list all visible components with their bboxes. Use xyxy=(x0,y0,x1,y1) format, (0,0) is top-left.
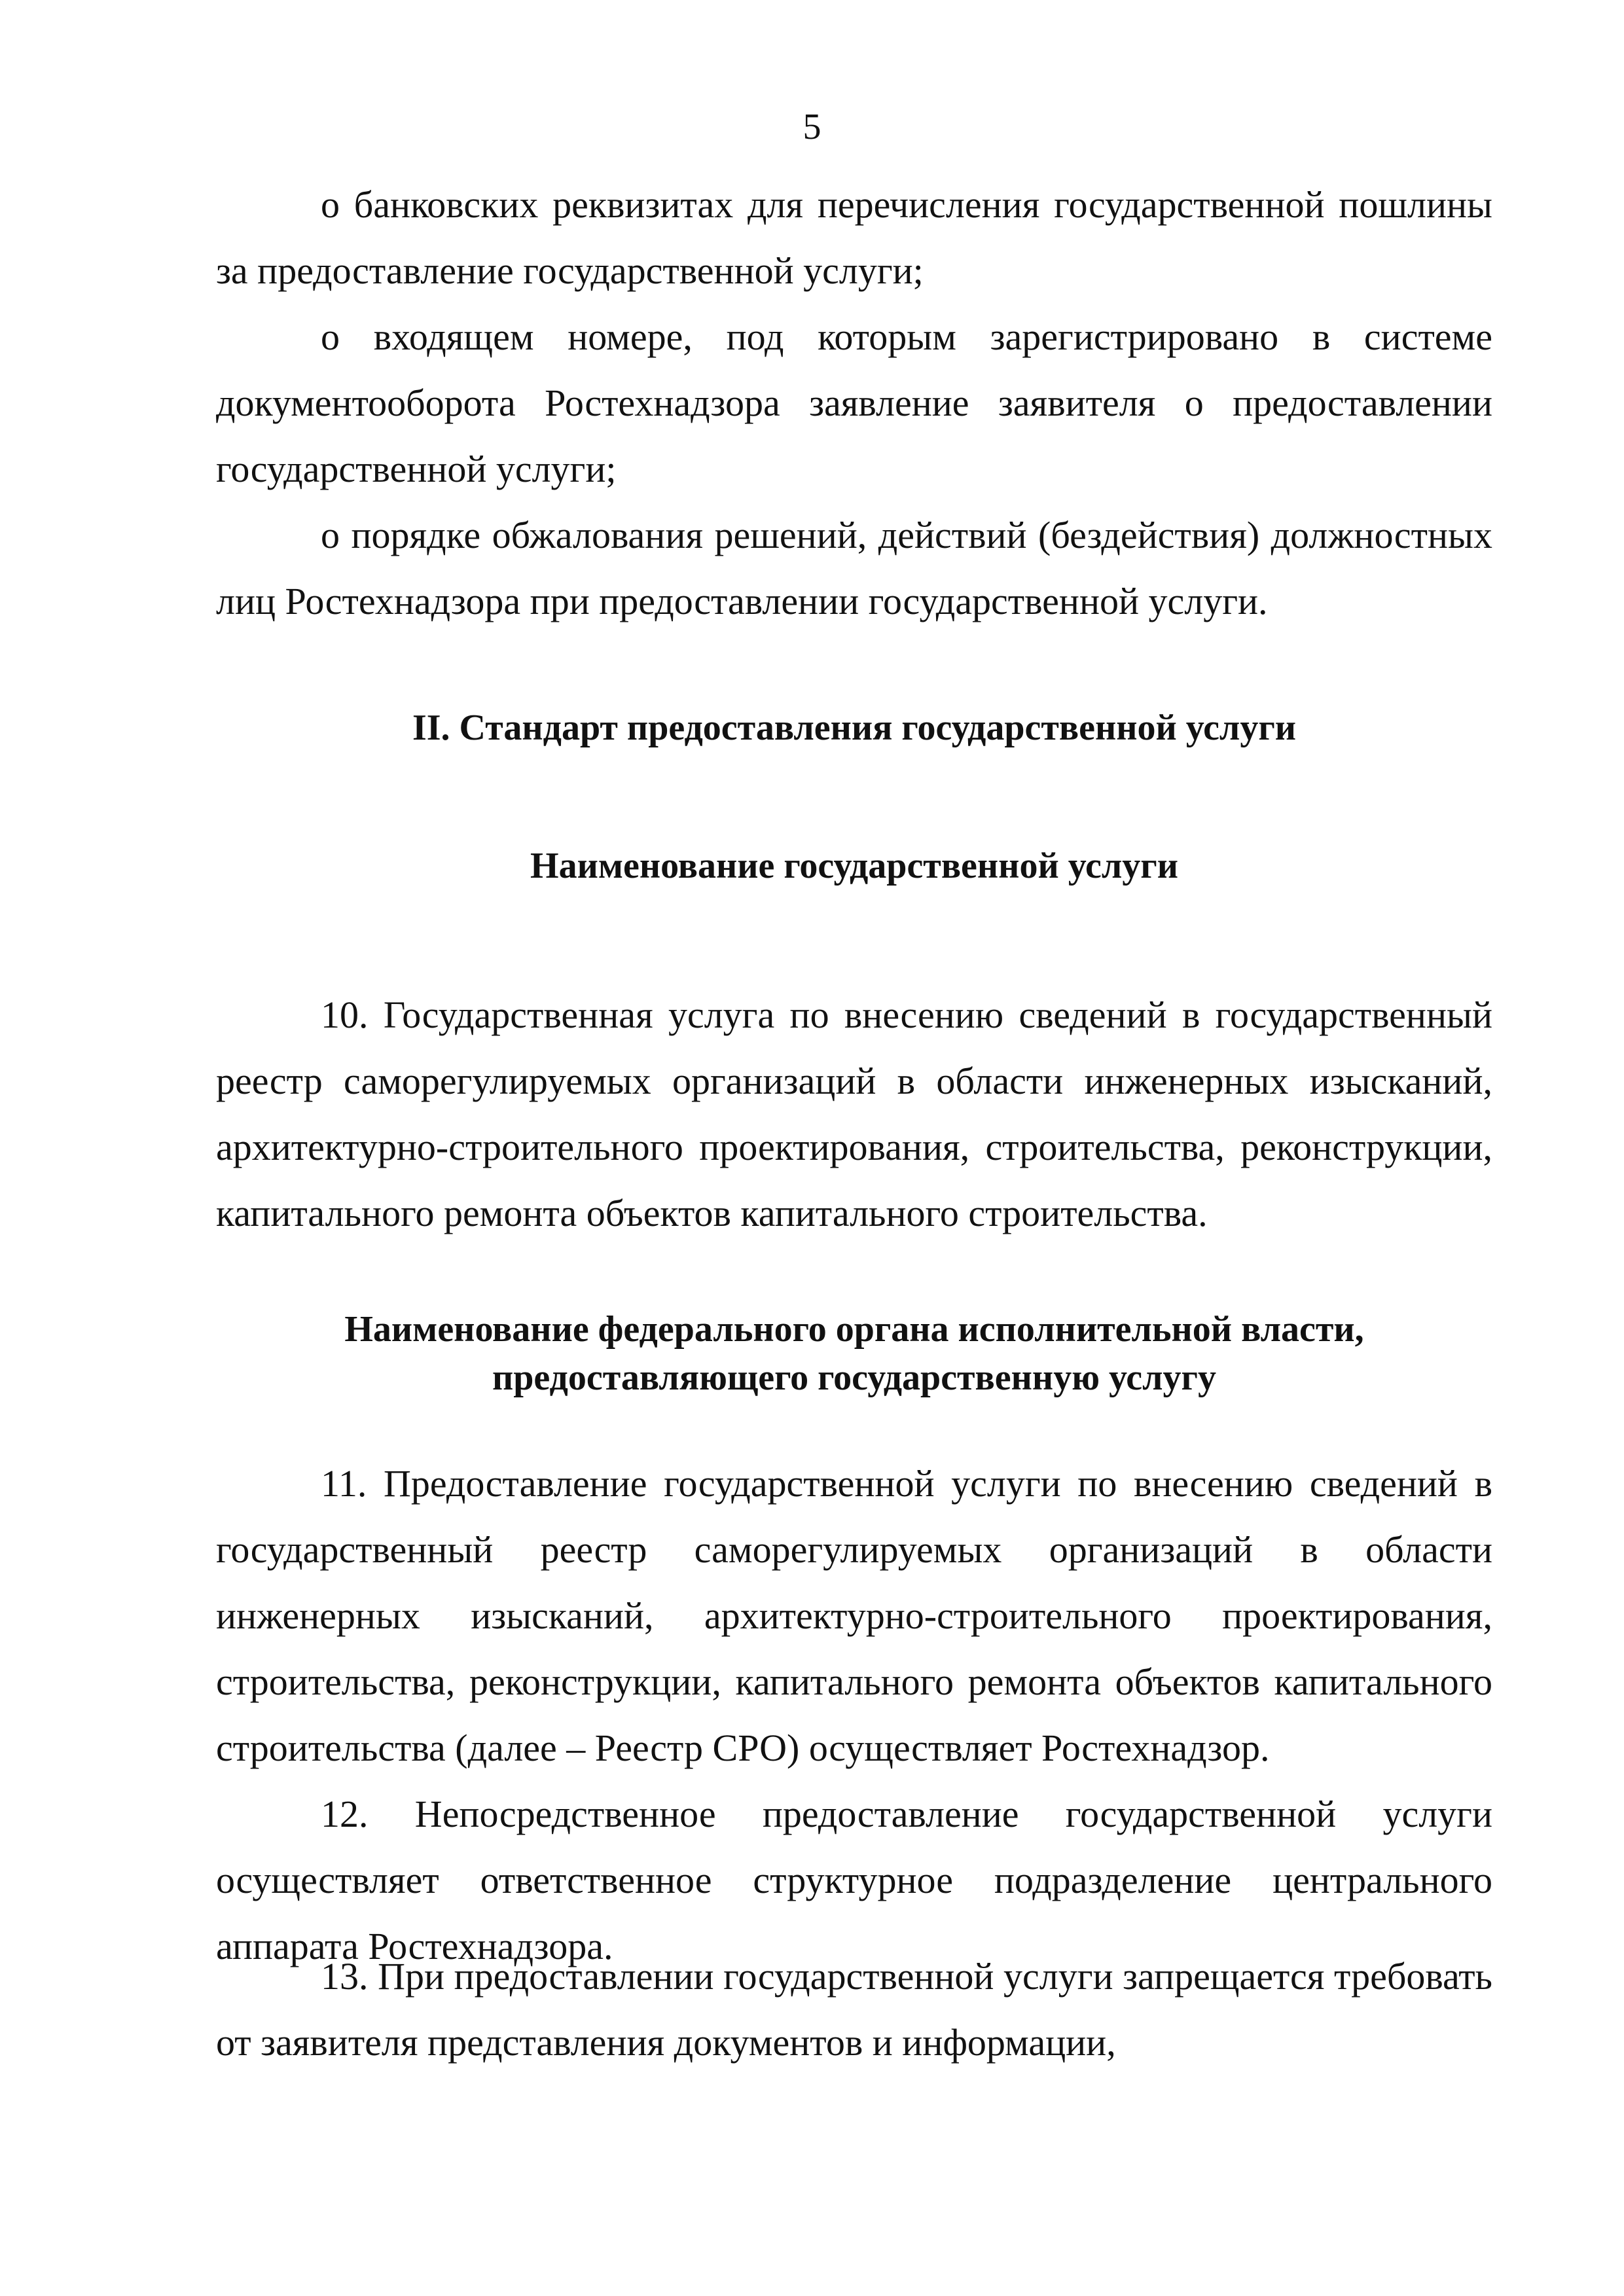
subheading-authority-line-1: Наименование федерального органа исполнительной власти, xyxy=(344,1309,1364,1350)
section-title: II. Стандарт предоставления государственной услуги xyxy=(412,708,1297,748)
page-number: 5 xyxy=(803,107,821,147)
paragraph-10: 10. Государственная услуга по внесению сведений в государственный реестр саморегулируемых организаций в области инженерных изысканий, архитектурно-строительного проектирования, строительства, реконструкции, капитального ремонта объектов капитального строительства. xyxy=(216,994,1492,1234)
paragraph-11: 11. Предоставление государственной услуги по внесению сведений в государственный реестр саморегулируемых организаций в области инженерных изысканий, архитектурно-строительного проектирования, строительства, реконструкции, капитального ремонта объектов капитального строительства (далее – Реестр СРО) осуществляет Ростехнадзор. xyxy=(216,1462,1492,1769)
intro-paragraph-bank-details: о банковских реквизитах для перечисления государственной пошлины за предоставление государственной услуги; xyxy=(216,183,1492,292)
subheading-service-name: Наименование государственной услуги xyxy=(530,846,1178,886)
subheading-authority-line-2: предоставляющего государственную услугу xyxy=(492,1357,1216,1398)
intro-paragraph-appeal-procedure: о порядке обжалования решений, действий (бездействия) должностных лиц Ростехнадзора при предоставлении государственной услуги. xyxy=(216,514,1492,622)
intro-paragraph-incoming-number: о входящем номере, под которым зарегистрировано в системе документооборота Ростехнадзора заявление заявителя о предоставлении государственной услуги; xyxy=(216,315,1492,490)
paragraph-12: 12. Непосредственное предоставление государственной услуги осуществляет ответственное структурное подразделение центрального аппарата Ростехнадзора. xyxy=(216,1793,1492,1967)
paragraph-13: 13. При предоставлении государственной услуги запрещается требовать от заявителя представления документов и информации, xyxy=(216,1955,1492,2064)
